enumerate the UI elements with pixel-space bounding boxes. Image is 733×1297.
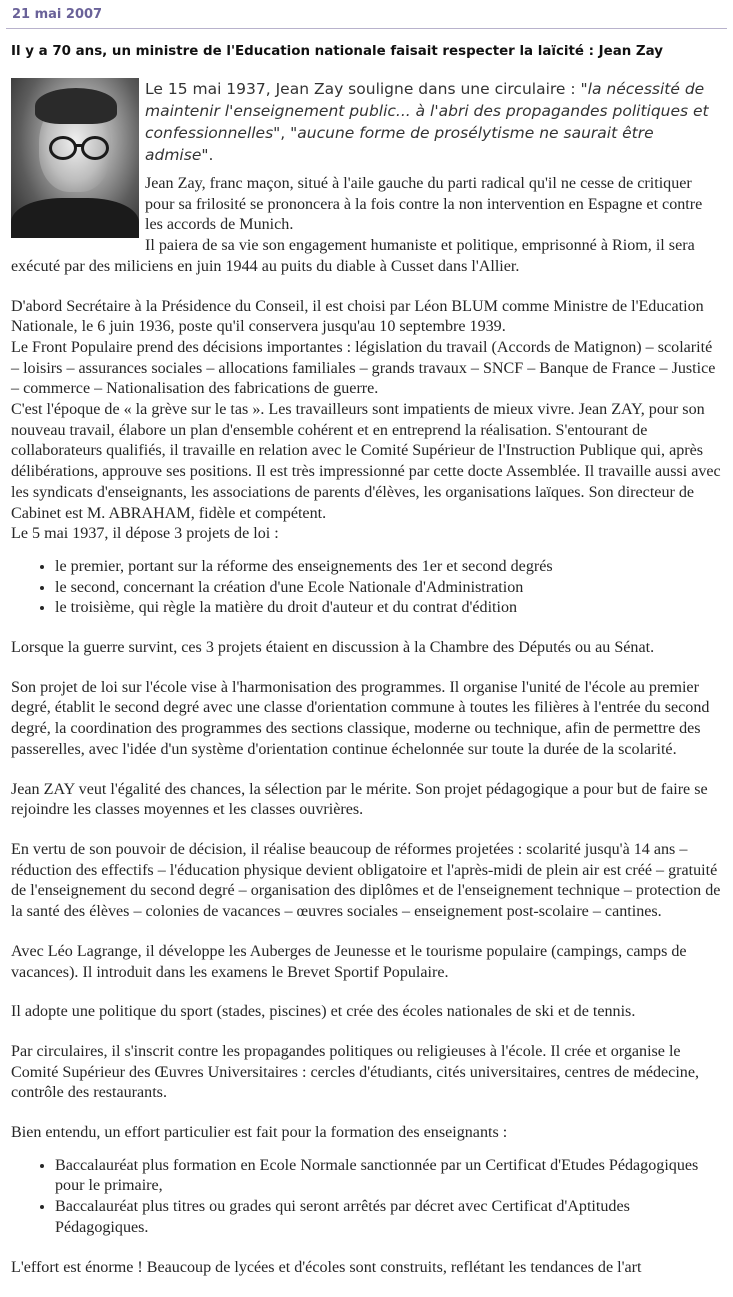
- school-paragraph: Son projet de loi sur l'école vise à l'harmonisation des programmes. Il organise l'unité de l'école au premier degré, établit le second degré avec une classe d'orientation commune à toutes les filières à l'entrée du second degré, la coordination des programmes des sections classique, moderne ou technique, afin de permettre des passerelles, avec l'idée d'un système d'orientation continue échelonnée sur toute la durée de la scolarité.: [11, 678, 710, 758]
- lead-quote-2: aucune forme de prosélytisme ne saurait être admise: [145, 124, 654, 164]
- post-title[interactable]: Il y a 70 ans, un ministre de l'Education nationale faisait respecter la laïcité : Jean Zay: [11, 44, 663, 59]
- training-list: [11, 1156, 722, 1239]
- war-paragraph: Lorsque la guerre survint, ces 3 projets étaient en discussion à la Chambre des Députés ou au Sénat.: [11, 639, 655, 657]
- bio-paragraph: Jean Zay, franc maçon, situé à l'aile gauche du parti radical qu'il ne cesse de critiquer pour sa frilosité se prononcera à la fois contre la non intervention en Espagne et contre les accords de Munich. Il paiera de sa vie son engagement humaniste et politique, emprisonné à Riom, il sera exécuté par des miliciens en juin 1944 au puits du diable à Cusset dans l'Allier.: [11, 175, 703, 275]
- effort-paragraph: L'effort est énorme ! Beaucoup de lycées et d'écoles sont construits, reflétant les tendances de l'art: [11, 1258, 642, 1276]
- equality-paragraph: Jean ZAY veut l'égalité des chances, la sélection par le mérite. Son projet pédagogique a pour but de faire se rejoindre les classes moyennes et les classes ouvrières.: [11, 780, 708, 819]
- bills-list: [11, 557, 722, 619]
- lead-quote-1: la nécessité de maintenir l'enseignement public... à l'abri des propagandes politiques et confessionnelles: [145, 80, 709, 142]
- list-item: • le premier, portant sur la réforme des enseignements des 1er et second degrés: [55, 557, 722, 578]
- teachers-paragraph: Bien entendu, un effort particulier est fait pour la formation des enseignants :: [11, 1124, 508, 1142]
- reforms-paragraph: En vertu de son pouvoir de décision, il réalise beaucoup de réformes projetées : scolarité jusqu'à 14 ans – réduction des effectifs – l'éducation physique devient obligatoire et l'après-midi de plein air est créé – gratuité de l'enseignement du second degré – organisation des diplômes et de l'enseignement technique – protection de la santé des élèves – colonies de vacances – œuvres sociales – enseignement post-scolaire – cantines.: [11, 840, 721, 921]
- circulars-paragraph: Par circulaires, il s'inscrit contre les propagandes politiques ou religieuses à l'école. Il crée et organise le Comité Supérieur des Œuvres Universitaires : cercles d'étudiants, cités universitaires, centres de médecine, contrôle des restaurants.: [11, 1042, 699, 1102]
- lead-paragraph: Le 15 mai 1937, Jean Zay souligne dans une circulaire : "la nécessité de maintenir l'enseignement public... à l'abri des propagandes politiques et confessionnelles", "aucune forme de prosélytisme ne saurait être admise".: [145, 80, 709, 164]
- list-item: • Baccalauréat plus titres ou grades qui seront arrêtés par décret avec Certificat d'Aptitudes Pédagogiques.: [55, 1197, 722, 1238]
- date-header: [6, 0, 727, 29]
- list-item: • le troisième, qui règle la matière du droit d'auteur et du contrat d'édition: [55, 598, 722, 619]
- list-item: • Baccalauréat plus formation en Ecole Normale sanctionnée par un Certificat d'Etudes Pédagogiques pour le primaire,: [55, 1156, 722, 1197]
- post-body: [11, 78, 722, 1297]
- post-date: 21 mai 2007: [12, 7, 103, 22]
- lagrange-paragraph: Avec Léo Lagrange, il développe les Auberges de Jeunesse et le tourisme populaire (campings, camps de vacances). Il introduit dans les examens le Brevet Sportif Populaire.: [11, 942, 687, 981]
- career-paragraph: D'abord Secrétaire à la Présidence du Conseil, il est choisi par Léon BLUM comme Ministre de l'Education Nationale, le 6 juin 1936, poste qu'il conservera jusqu'au 10 septembre 1939. Le Front Populaire prend des décisions importantes : législation du travail (Accords de Matignon) – scolarité – loisirs – assurances sociales – allocations familiales – grands travaux – SNCF – Banque de France – Justice – commerce – Nationalisation des fabrications de guerre. C'est l'époque de « la grève sur le tas ». Les travailleurs sont impatients de mieux vivre. Jean ZAY, pour son nouveau travail, élabore un plan d'ensemble cohérent et en entreprend la réalisation. S'entourant de collaborateurs qualifiés, il travaille en relation avec le Comité Supérieur de l'Instruction Publique qui, après délibérations, approuve ses positions. Il est très impressionné par cette docte Assemblée. Il travaille aussi avec les syndicats d'enseignants, les associations de parents d'élèves, les organisations laïques. Son directeur de Cabinet est M. ABRAHAM, fidèle et compétent. Le 5 mai 1937, il dépose 3 projets de loi :: [11, 297, 721, 543]
- sport-paragraph: Il adopte une politique du sport (stades, piscines) et crée des écoles nationales de ski et de tennis.: [11, 1003, 636, 1021]
- list-item: • le second, concernant la création d'une Ecole Nationale d'Administration: [55, 578, 722, 599]
- portrait-photo: [11, 78, 139, 238]
